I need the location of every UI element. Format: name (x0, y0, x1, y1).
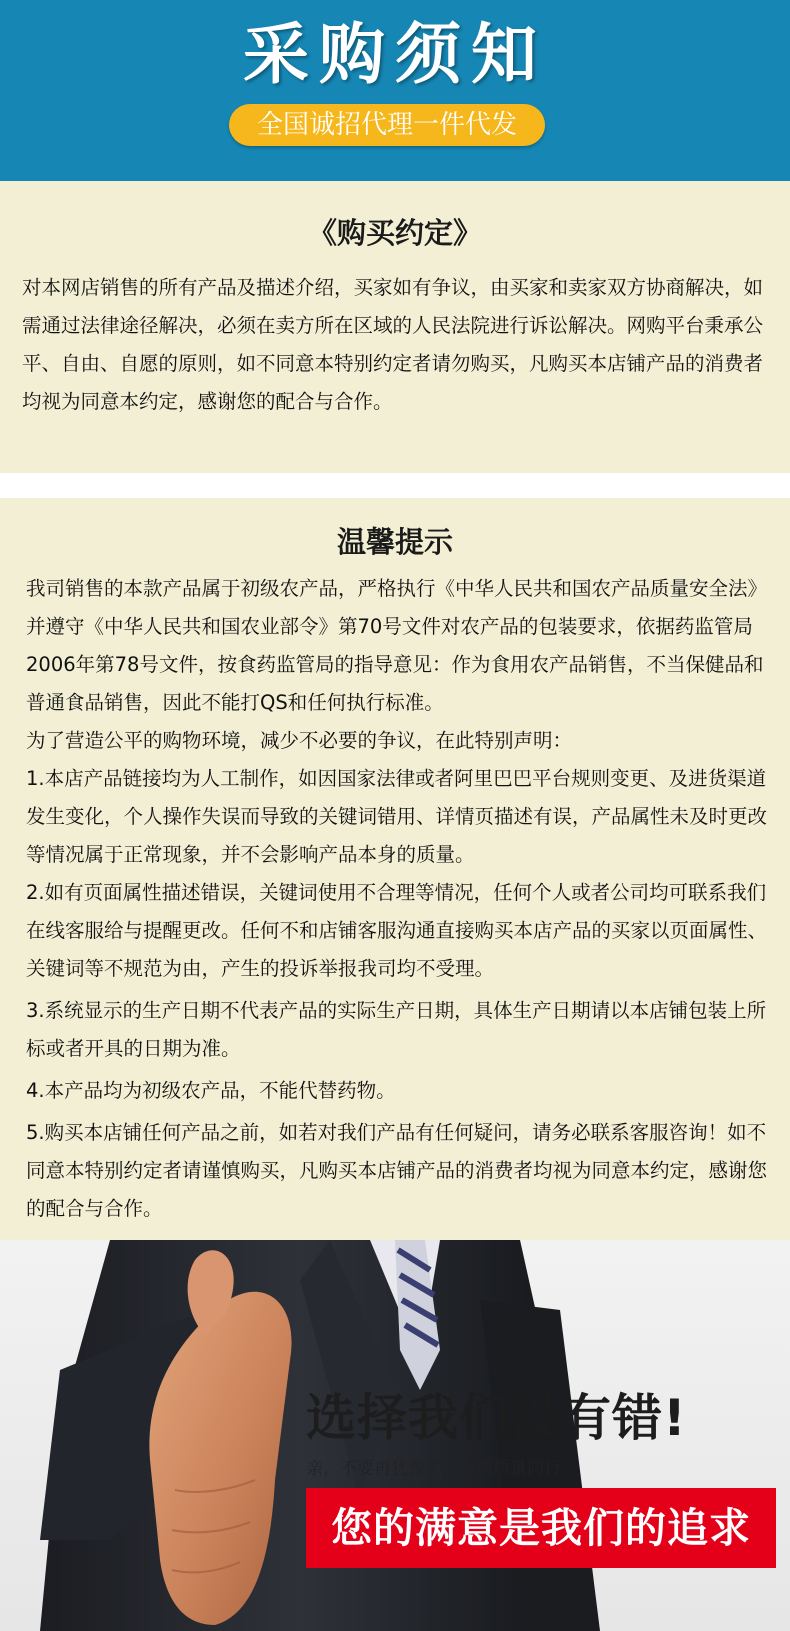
warm-tips-title: 温馨提示 (336, 525, 453, 559)
promo-headline: 选择我们没有错! (306, 1389, 687, 1447)
warm-tips-body (26, 570, 771, 1228)
tips-paragraph-statement: 为了营造公平的购物环境，减少不必要的争议，在此特别声明： (26, 729, 573, 752)
promo-slogan-box: 您的满意是我们的追求 (306, 1488, 776, 1568)
promo-banner (0, 1240, 790, 1631)
tips-item-4: 4.本产品均为初级农产品，不能代替药物。 (26, 1079, 396, 1102)
tips-paragraph-intro: 我司销售的本款产品属于初级农产品，严格执行《中华人民共和国农产品质量安全法》并遵守《中华人民共和国农业部令》第70号文件对农产品的包装要求，依据药监管局2006年第78号文件，按食药监管局的指导意见：作为食用农产品销售，不当保健品和普通食品销售，因此不能打QS和任何执行标准。 (26, 577, 768, 714)
tips-item-3: 3.系统显示的生产日期不代表产品的实际生产日期，具体生产日期请以本店铺包装上所标或者开具的日期为准。 (26, 999, 767, 1060)
header-banner (0, 0, 790, 181)
tips-item-1: 1.本店产品链接均为人工制作，如因国家法律或者阿里巴巴平台规则变更、及进货渠道发生变化，个人操作失误而导致的关键词错用、详情页描述有误，产品属性未及时更改等情况属于正常现象，并不会影响产品本身的质量。 (26, 767, 768, 866)
purchase-agreement-text: 对本网店销售的所有产品及描述介绍，买家如有争议，由买家和卖家双方协商解决，如需通过法律途径解决，必须在卖方所在区域的人民法院进行诉讼解决。网购平台秉承公平、自由、自愿的原则，如不同意本特别约定者请勿购买，凡购买本店铺产品的消费者均视为同意本约定，感谢您的配合与合作。 (22, 276, 764, 413)
purchase-agreement-section (0, 181, 790, 473)
tips-item-2: 2.如有页面属性描述错误，关键词使用不合理等情况，任何个人或者公司均可联系我们在线客服给与提醒更改。任何不和店铺客服沟通直接购买本店产品的买家以页面属性、关键词等不规范为由，产生的投诉举报我司均不受理。 (26, 881, 768, 980)
agent-recruit-badge: 全国诚招代理一件代发 (229, 104, 545, 146)
warm-tips-section (0, 498, 790, 1240)
promo-subline: 亲，不要再犹豫了，与高质量同行 (306, 1459, 561, 1479)
tips-item-5: 5.购买本店铺任何产品之前，如若对我们产品有任何疑问，请务必联系客服咨询！如不同意本特别约定者请谨慎购买，凡购买本店铺产品的消费者均视为同意本约定，感谢您的配合与合作。 (26, 1121, 768, 1220)
page-title: 采购须知 (243, 16, 547, 93)
purchase-agreement-title: 《购买约定》 (307, 216, 482, 250)
